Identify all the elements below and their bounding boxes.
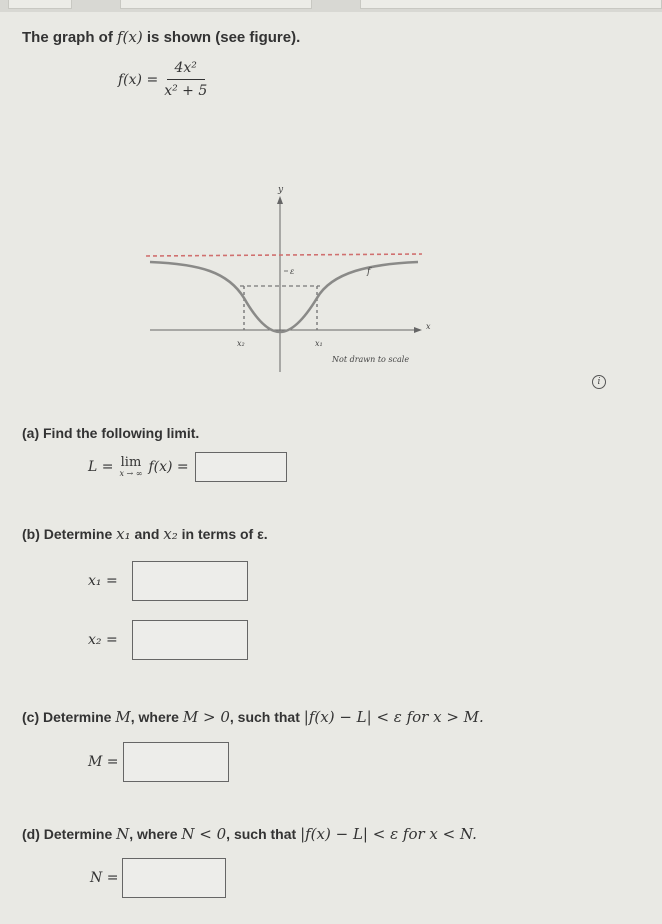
f-label: f	[367, 267, 371, 277]
limit-lhs: L =	[88, 459, 114, 475]
formula-numerator: 4x²	[167, 60, 205, 80]
part-d-inequality: |f(x) − L| < ε for x < N.	[300, 825, 477, 843]
part-d-answer-line	[90, 858, 226, 898]
part-c-var: M	[115, 708, 131, 726]
part-b-x1-line	[88, 561, 248, 601]
limit-lim-text: lim	[120, 455, 142, 470]
problem-intro	[22, 28, 300, 46]
x-axis-label: x	[426, 322, 431, 331]
part-c-heading	[22, 708, 484, 726]
part-b-x2-line	[88, 620, 248, 660]
part-c-answer-line	[88, 742, 229, 782]
y-axis-label: y	[278, 185, 284, 195]
x2-label: x₂	[237, 339, 245, 348]
intro-text-before: The graph of	[22, 29, 117, 46]
x2-equals: x₂ =	[88, 632, 118, 648]
top-tab	[360, 0, 662, 9]
asymptote-line	[146, 254, 422, 256]
part-b-label: (b) Determine	[22, 526, 117, 542]
intro-text-after: is shown (see figure).	[142, 29, 301, 46]
limit-subscript: x → ∞	[119, 469, 143, 478]
limit-rhs: f(x) =	[148, 459, 189, 475]
part-d-rest: , such that	[226, 826, 301, 842]
part-b-rest: in terms of ε.	[177, 526, 268, 542]
part-d-heading	[22, 825, 477, 843]
formula-fraction	[164, 60, 207, 99]
function-formula	[118, 60, 207, 99]
part-d-label: (d) Determine	[22, 826, 117, 842]
function-curve	[150, 262, 418, 332]
formula-denominator: x² + 5	[164, 83, 208, 99]
x-axis-arrow	[414, 327, 422, 333]
y-axis-arrow	[277, 196, 283, 204]
answer-box-limit[interactable]	[195, 452, 287, 482]
m-equals: M =	[88, 754, 119, 770]
part-a-heading: (a) Find the following limit.	[22, 425, 200, 441]
x1-label: x₁	[315, 339, 323, 348]
answer-box-n[interactable]	[122, 858, 226, 898]
part-c-inequality: |f(x) − L| < ε for x > M.	[303, 708, 484, 726]
intro-function: f(x)	[117, 28, 143, 46]
part-b-x2: x₂	[163, 525, 178, 543]
part-b-x1: x₁	[116, 525, 131, 543]
part-c-mid: , where	[130, 709, 183, 725]
epsilon-label: ε	[290, 267, 295, 276]
top-tab	[120, 0, 312, 9]
top-tab	[8, 0, 72, 9]
function-graph	[140, 180, 440, 380]
answer-box-m[interactable]	[123, 742, 229, 782]
answer-box-x1[interactable]	[132, 561, 248, 601]
part-d-cond: N < 0	[181, 825, 227, 843]
part-c-label: (c) Determine	[22, 709, 116, 725]
part-b-and: and	[130, 526, 164, 542]
x1-equals: x₁ =	[88, 573, 118, 589]
scale-note: Not drawn to scale	[332, 355, 410, 364]
info-icon[interactable]: i	[592, 375, 606, 389]
part-b-heading	[22, 525, 268, 543]
formula-lhs: f(x) =	[118, 71, 159, 88]
part-d-mid: , where	[129, 826, 182, 842]
part-a-limit	[88, 452, 287, 482]
part-c-cond: M > 0	[182, 708, 230, 726]
answer-box-x2[interactable]	[132, 620, 248, 660]
part-d-var: N	[116, 825, 130, 843]
part-c-rest: , such that	[229, 709, 304, 725]
limit-operator	[119, 456, 142, 478]
n-equals: N =	[90, 870, 119, 886]
